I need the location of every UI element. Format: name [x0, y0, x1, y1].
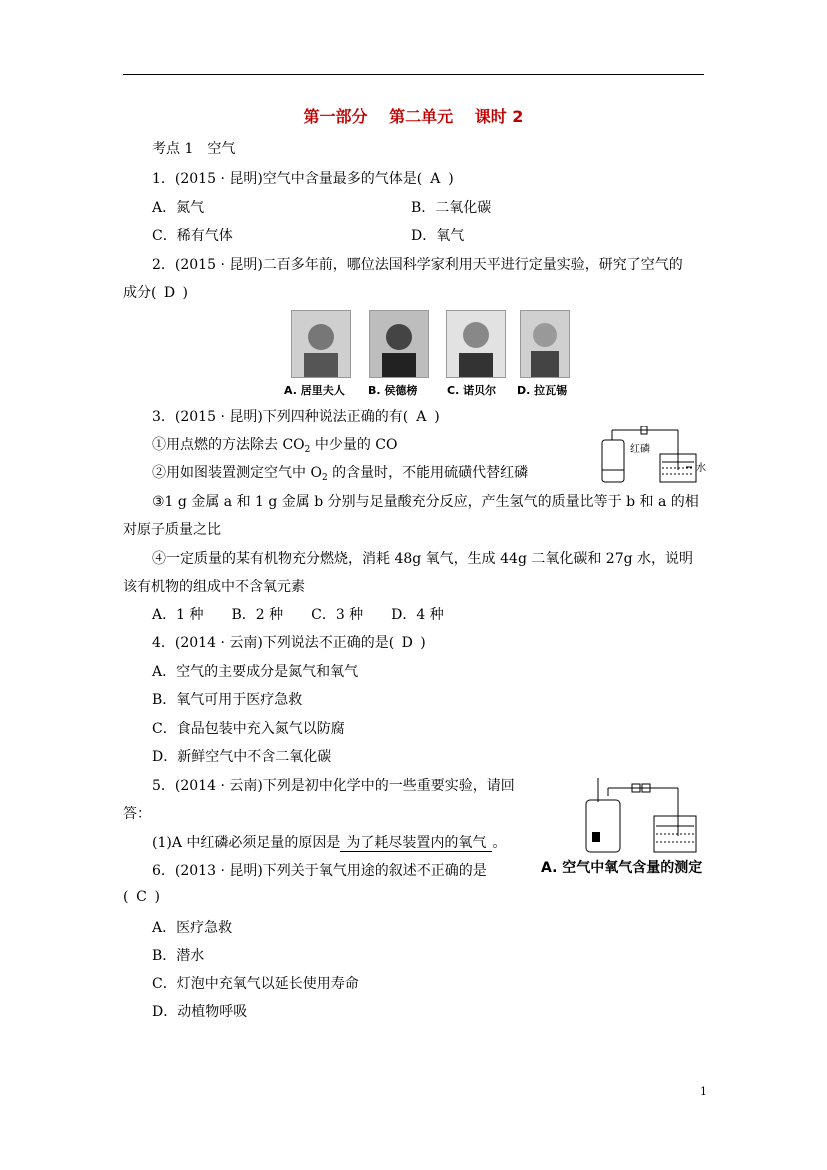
title-unit: 第二单元	[389, 107, 454, 126]
caption-b: B. 侯德榜	[368, 384, 418, 397]
portrait-icon	[521, 311, 569, 377]
q3-s1b: 中少量的 CO	[310, 437, 398, 453]
q2-answer: D	[163, 285, 176, 301]
caption-d: D. 拉瓦锡	[517, 384, 568, 397]
q6-option-a: A．医疗急救	[152, 920, 233, 936]
q5-sub1-end: 。	[492, 835, 507, 851]
photo-curie	[291, 310, 351, 378]
q4-option-c: C．食品包装中充入氮气以防腐	[152, 721, 345, 737]
q3-s1a: ①用点燃的方法除去 CO	[152, 437, 305, 453]
q4-close: )	[420, 635, 426, 651]
apparatus-figure-2	[580, 776, 700, 854]
apparatus-figure-1	[596, 426, 708, 486]
q5-sub1-answer: 为了耗尽装置内的氧气	[340, 835, 492, 852]
q1-option-a: A．氮气	[152, 200, 205, 216]
title-lesson: 课时 2	[474, 107, 524, 126]
q1-stem-text: 1．(2015 · 昆明)空气中含量最多的气体是(	[152, 171, 423, 187]
q6-answer: C	[136, 889, 147, 905]
q1-option-c: C．稀有气体	[152, 228, 233, 244]
q3-s1-subscript: 2	[304, 445, 311, 455]
photo-hou	[369, 310, 429, 378]
fig-label-water: 水	[696, 463, 706, 474]
section-heading: 考点 1 空气	[152, 141, 236, 157]
q3-answer: A	[416, 409, 427, 425]
q6-open: (	[123, 889, 129, 905]
q4-stem	[152, 632, 426, 652]
q6-close: )	[154, 889, 160, 905]
caption-c: C. 诺贝尔	[447, 384, 497, 397]
q3-s2b: 的含量时，不能用硫磺代替红磷	[327, 465, 529, 481]
q5-stem: 5．(2014 · 云南)下列是初中化学中的一些重要实验，请回	[152, 778, 515, 794]
q6-option-d: D．动植物呼吸	[152, 1004, 248, 1020]
q3-statement-4: ④一定质量的某有机物充分燃烧，消耗 48g 氧气，生成 44g 二氧化碳和 27g 水，说明	[152, 551, 694, 567]
photo-lavoisier	[520, 310, 570, 378]
portrait-icon	[292, 311, 350, 377]
portrait-icon	[447, 311, 505, 377]
q5-sub1-text: (1)A 中红磷必须足量的原因是	[152, 835, 341, 851]
q1-close: )	[448, 171, 454, 187]
q6-option-b: B．潜水	[152, 948, 205, 964]
q1-answer: A	[430, 171, 441, 187]
q5-sub1	[152, 832, 506, 852]
q3-statement-4-cont: 该有机物的组成中不含氧元素	[123, 579, 305, 595]
q3-statement-3-cont: 对原子质量之比	[123, 522, 221, 538]
photo-nobel	[446, 310, 506, 378]
caption-a: A. 居里夫人	[284, 384, 345, 397]
q1-option-d: D．氧气	[411, 228, 465, 244]
q5-stem-cont: 答：	[123, 806, 151, 822]
q3-stem	[152, 406, 440, 426]
q3-statement-3: ③1 g 金属 a 和 1 g 金属 b 分别与足量酸充分反应，产生氢气的质量比等于 b 和 a 的相	[152, 494, 699, 510]
q4-option-d: D．新鲜空气中不含二氧化碳	[152, 749, 332, 765]
q3-close: )	[434, 409, 440, 425]
q4-option-a: A．空气的主要成分是氮气和氧气	[152, 664, 359, 680]
page-title	[0, 104, 827, 127]
q2-stem2: 成分(	[123, 285, 157, 301]
q2-stem: 2．(2015 · 昆明)二百多年前，哪位法国科学家利用天平进行定量实验，研究了空气的	[152, 257, 683, 273]
q3-statement-2	[152, 462, 528, 483]
q6-option-c: C．灯泡中充氧气以延长使用寿命	[152, 976, 359, 992]
q3-statement-1	[152, 434, 397, 455]
q4-stem-text: 4．(2014 · 云南)下列说法不正确的是(	[152, 635, 395, 651]
q2-close: )	[182, 285, 188, 301]
q1-option-b: B．二氧化碳	[411, 200, 492, 216]
figure-caption: A. 空气中氧气含量的测定	[541, 860, 703, 876]
q3-s2a: ②用如图装置测定空气中 O	[152, 465, 322, 481]
q3-options: A．1 种 B．2 种 C．3 种 D．4 种	[152, 607, 444, 623]
title-part: 第一部分	[303, 107, 368, 126]
page-number: 1	[700, 1085, 707, 1098]
q6-answer-line	[123, 889, 160, 905]
q4-answer: D	[401, 635, 413, 651]
q4-option-b: B．氧气可用于医疗急救	[152, 692, 303, 708]
q3-s2-subscript: 2	[321, 473, 328, 483]
q3-stem-text: 3．(2015 · 昆明)下列四种说法正确的有(	[152, 409, 409, 425]
header-rule	[123, 74, 704, 75]
q2-stem-cont	[123, 282, 188, 302]
portrait-icon	[370, 311, 428, 377]
fig-label-phosphorus: 红磷	[630, 444, 650, 455]
q1-stem	[152, 168, 454, 188]
q6-stem: 6．(2013 · 昆明)下列关于氧气用途的叙述不正确的是	[152, 863, 487, 879]
